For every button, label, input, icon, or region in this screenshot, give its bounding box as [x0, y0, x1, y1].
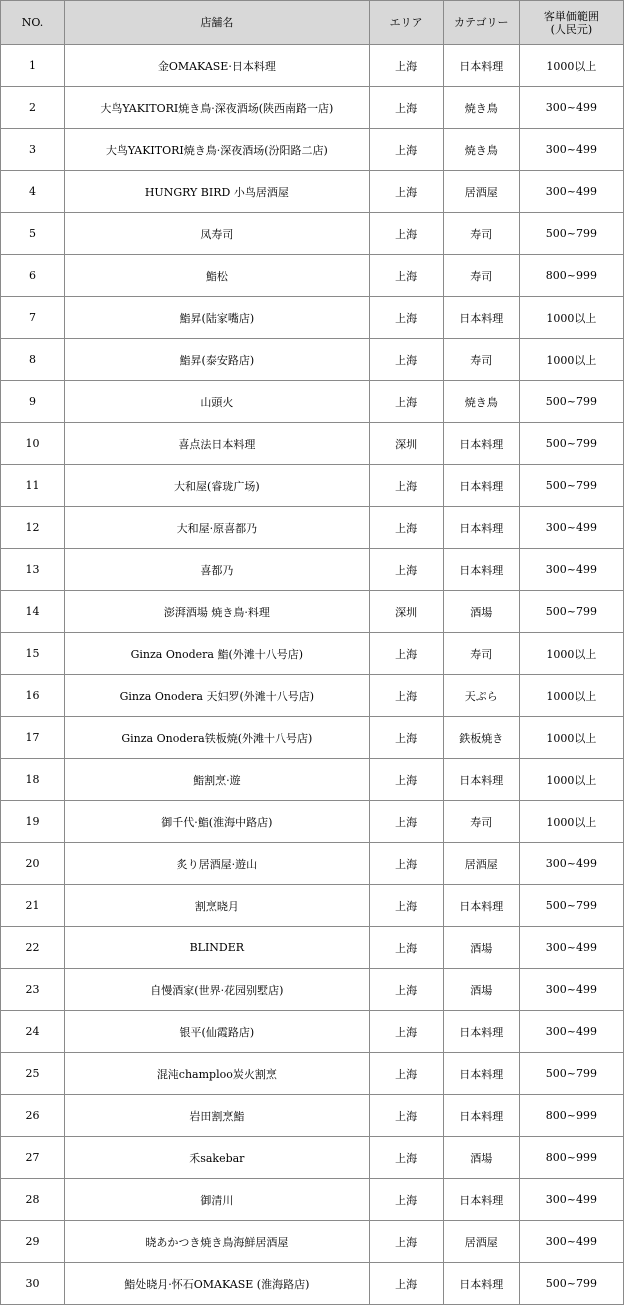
- cell-store-name: 混沌champloo炭火割烹: [65, 1053, 369, 1095]
- cell-category: 居酒屋: [443, 171, 519, 213]
- cell-no: 28: [1, 1179, 65, 1221]
- header-store-name: 店舗名: [65, 1, 369, 45]
- cell-store-name: 鮨割烹·遊: [65, 759, 369, 801]
- cell-area: 上海: [369, 1263, 443, 1305]
- cell-price-range: 500~799: [519, 1053, 623, 1095]
- table-row: [1, 1011, 624, 1053]
- cell-no: 27: [1, 1137, 65, 1179]
- cell-no: 24: [1, 1011, 65, 1053]
- table-row: [1, 339, 624, 381]
- cell-price-range: 300~499: [519, 927, 623, 969]
- cell-area: 上海: [369, 1137, 443, 1179]
- cell-area: 上海: [369, 927, 443, 969]
- table-row: [1, 843, 624, 885]
- table-row: [1, 717, 624, 759]
- table-row: [1, 633, 624, 675]
- cell-price-range: 1000以上: [519, 339, 623, 381]
- cell-price-range: 800~999: [519, 255, 623, 297]
- cell-store-name: 晓あかつき焼き鳥海鮮居酒屋: [65, 1221, 369, 1263]
- table-row: [1, 255, 624, 297]
- cell-area: 上海: [369, 801, 443, 843]
- cell-price-range: 300~499: [519, 969, 623, 1011]
- cell-price-range: 500~799: [519, 465, 623, 507]
- header-area: エリア: [369, 1, 443, 45]
- table-row: [1, 507, 624, 549]
- cell-area: 上海: [369, 87, 443, 129]
- cell-category: 居酒屋: [443, 843, 519, 885]
- table-row: [1, 381, 624, 423]
- cell-no: 29: [1, 1221, 65, 1263]
- cell-price-range: 1000以上: [519, 45, 623, 87]
- cell-area: 上海: [369, 549, 443, 591]
- table-row: [1, 1053, 624, 1095]
- cell-price-range: 800~999: [519, 1095, 623, 1137]
- cell-store-name: 澎湃酒場 焼き鳥·料理: [65, 591, 369, 633]
- cell-area: 上海: [369, 1179, 443, 1221]
- header-no: NO.: [1, 1, 65, 45]
- cell-no: 7: [1, 297, 65, 339]
- table-row: [1, 759, 624, 801]
- cell-area: 上海: [369, 129, 443, 171]
- table-body: [1, 45, 624, 1305]
- cell-category: 日本料理: [443, 1053, 519, 1095]
- cell-store-name: 御千代·鮨(淮海中路店): [65, 801, 369, 843]
- header-category: カテゴリー: [443, 1, 519, 45]
- cell-price-range: 500~799: [519, 885, 623, 927]
- cell-store-name: 自慢酒家(世界·花园别墅店): [65, 969, 369, 1011]
- cell-category: 日本料理: [443, 507, 519, 549]
- cell-no: 11: [1, 465, 65, 507]
- cell-area: 上海: [369, 675, 443, 717]
- cell-store-name: 大鸟YAKITORI焼き鳥·深夜酒场(陕西南路一店): [65, 87, 369, 129]
- cell-category: 日本料理: [443, 423, 519, 465]
- cell-category: 居酒屋: [443, 1221, 519, 1263]
- cell-store-name: 金OMAKASE·日本料理: [65, 45, 369, 87]
- cell-store-name: 禾sakebar: [65, 1137, 369, 1179]
- cell-category: 日本料理: [443, 297, 519, 339]
- cell-no: 22: [1, 927, 65, 969]
- table-row: [1, 45, 624, 87]
- cell-no: 23: [1, 969, 65, 1011]
- cell-area: 上海: [369, 885, 443, 927]
- cell-store-name: 大和屋·原喜都乃: [65, 507, 369, 549]
- table-row: [1, 1221, 624, 1263]
- cell-no: 15: [1, 633, 65, 675]
- cell-category: 日本料理: [443, 1011, 519, 1053]
- cell-no: 21: [1, 885, 65, 927]
- cell-store-name: 鮨昇(陆家嘴店): [65, 297, 369, 339]
- cell-category: 日本料理: [443, 759, 519, 801]
- cell-price-range: 300~499: [519, 129, 623, 171]
- cell-price-range: 300~499: [519, 171, 623, 213]
- cell-category: 寿司: [443, 213, 519, 255]
- cell-area: 上海: [369, 759, 443, 801]
- cell-price-range: 1000以上: [519, 297, 623, 339]
- cell-no: 13: [1, 549, 65, 591]
- cell-store-name: 鮨昇(泰安路店): [65, 339, 369, 381]
- cell-store-name: BLINDER: [65, 927, 369, 969]
- cell-category: 日本料理: [443, 885, 519, 927]
- cell-store-name: 银平(仙霞路店): [65, 1011, 369, 1053]
- header-row: [1, 1, 624, 45]
- cell-category: 酒場: [443, 591, 519, 633]
- cell-price-range: 300~499: [519, 1011, 623, 1053]
- table-row: [1, 87, 624, 129]
- cell-store-name: 割烹晓月: [65, 885, 369, 927]
- cell-store-name: Ginza Onodera 天妇罗(外滩十八号店): [65, 675, 369, 717]
- cell-store-name: 大鸟YAKITORI焼き鳥·深夜酒场(汾阳路二店): [65, 129, 369, 171]
- cell-price-range: 500~799: [519, 213, 623, 255]
- cell-no: 30: [1, 1263, 65, 1305]
- cell-no: 25: [1, 1053, 65, 1095]
- cell-store-name: 凤寿司: [65, 213, 369, 255]
- cell-category: 寿司: [443, 255, 519, 297]
- cell-no: 18: [1, 759, 65, 801]
- cell-price-range: 300~499: [519, 843, 623, 885]
- cell-area: 深圳: [369, 591, 443, 633]
- cell-category: 酒場: [443, 969, 519, 1011]
- cell-store-name: 鮨松: [65, 255, 369, 297]
- table-row: [1, 423, 624, 465]
- cell-price-range: 300~499: [519, 1221, 623, 1263]
- cell-category: 日本料理: [443, 45, 519, 87]
- cell-store-name: HUNGRY BIRD 小鸟居酒屋: [65, 171, 369, 213]
- cell-price-range: 1000以上: [519, 675, 623, 717]
- cell-no: 14: [1, 591, 65, 633]
- cell-no: 4: [1, 171, 65, 213]
- cell-store-name: 喜都乃: [65, 549, 369, 591]
- cell-price-range: 1000以上: [519, 633, 623, 675]
- cell-category: 日本料理: [443, 1263, 519, 1305]
- cell-price-range: 300~499: [519, 507, 623, 549]
- header-price-range: [519, 1, 623, 45]
- cell-category: 日本料理: [443, 1095, 519, 1137]
- table-row: [1, 1137, 624, 1179]
- cell-category: 焼き鳥: [443, 87, 519, 129]
- cell-category: 焼き鳥: [443, 381, 519, 423]
- cell-store-name: 大和屋(睿珑广场): [65, 465, 369, 507]
- cell-category: 鉄板焼き: [443, 717, 519, 759]
- table-row: [1, 549, 624, 591]
- cell-price-range: 500~799: [519, 381, 623, 423]
- cell-area: 上海: [369, 507, 443, 549]
- header-price-line1: 客単価範囲: [543, 9, 599, 23]
- cell-price-range: 500~799: [519, 1263, 623, 1305]
- table-row: [1, 675, 624, 717]
- cell-area: 上海: [369, 843, 443, 885]
- table-row: [1, 129, 624, 171]
- table-row: [1, 1179, 624, 1221]
- cell-area: 上海: [369, 969, 443, 1011]
- table-row: [1, 885, 624, 927]
- cell-category: 寿司: [443, 633, 519, 675]
- table-row: [1, 171, 624, 213]
- table-row: [1, 213, 624, 255]
- cell-store-name: Ginza Onodera 鮨(外滩十八号店): [65, 633, 369, 675]
- cell-area: 上海: [369, 1011, 443, 1053]
- cell-category: 天ぷら: [443, 675, 519, 717]
- cell-area: 上海: [369, 465, 443, 507]
- table-row: [1, 1095, 624, 1137]
- cell-price-range: 1000以上: [519, 801, 623, 843]
- cell-store-name: Ginza Onodera铁板焼(外滩十八号店): [65, 717, 369, 759]
- cell-category: 焼き鳥: [443, 129, 519, 171]
- table-row: [1, 969, 624, 1011]
- cell-price-range: 500~799: [519, 591, 623, 633]
- cell-category: 日本料理: [443, 465, 519, 507]
- cell-area: 上海: [369, 45, 443, 87]
- cell-price-range: 300~499: [519, 87, 623, 129]
- cell-category: 寿司: [443, 339, 519, 381]
- cell-no: 6: [1, 255, 65, 297]
- cell-area: 上海: [369, 717, 443, 759]
- cell-no: 3: [1, 129, 65, 171]
- cell-no: 2: [1, 87, 65, 129]
- cell-area: 上海: [369, 381, 443, 423]
- cell-area: 上海: [369, 213, 443, 255]
- cell-price-range: 500~799: [519, 423, 623, 465]
- table-header: [1, 1, 624, 45]
- header-price-line2: (人民元): [550, 22, 593, 36]
- cell-area: 上海: [369, 633, 443, 675]
- cell-area: 上海: [369, 1053, 443, 1095]
- cell-price-range: 1000以上: [519, 759, 623, 801]
- cell-area: 上海: [369, 255, 443, 297]
- cell-store-name: 炙り居酒屋·遊山: [65, 843, 369, 885]
- cell-store-name: 岩田割烹鮨: [65, 1095, 369, 1137]
- cell-no: 8: [1, 339, 65, 381]
- cell-no: 17: [1, 717, 65, 759]
- cell-store-name: 鮨处晓月·怀石OMAKASE (淮海路店): [65, 1263, 369, 1305]
- cell-no: 9: [1, 381, 65, 423]
- cell-no: 12: [1, 507, 65, 549]
- cell-category: 日本料理: [443, 1179, 519, 1221]
- table-row: [1, 591, 624, 633]
- cell-price-range: 300~499: [519, 549, 623, 591]
- table-row: [1, 801, 624, 843]
- cell-price-range: 800~999: [519, 1137, 623, 1179]
- cell-area: 上海: [369, 339, 443, 381]
- cell-area: 上海: [369, 171, 443, 213]
- cell-category: 日本料理: [443, 549, 519, 591]
- cell-area: 上海: [369, 1221, 443, 1263]
- cell-area: 上海: [369, 1095, 443, 1137]
- table-row: [1, 927, 624, 969]
- cell-category: 酒場: [443, 1137, 519, 1179]
- table-row: [1, 1263, 624, 1305]
- cell-no: 26: [1, 1095, 65, 1137]
- cell-store-name: 喜点法日本料理: [65, 423, 369, 465]
- cell-area: 深圳: [369, 423, 443, 465]
- cell-price-range: 300~499: [519, 1179, 623, 1221]
- cell-no: 20: [1, 843, 65, 885]
- table-row: [1, 465, 624, 507]
- cell-no: 16: [1, 675, 65, 717]
- cell-store-name: 御清川: [65, 1179, 369, 1221]
- table-row: [1, 297, 624, 339]
- cell-no: 1: [1, 45, 65, 87]
- cell-category: 寿司: [443, 801, 519, 843]
- cell-store-name: 山頭火: [65, 381, 369, 423]
- cell-no: 10: [1, 423, 65, 465]
- cell-category: 酒場: [443, 927, 519, 969]
- cell-price-range: 1000以上: [519, 717, 623, 759]
- cell-area: 上海: [369, 297, 443, 339]
- cell-no: 19: [1, 801, 65, 843]
- cell-no: 5: [1, 213, 65, 255]
